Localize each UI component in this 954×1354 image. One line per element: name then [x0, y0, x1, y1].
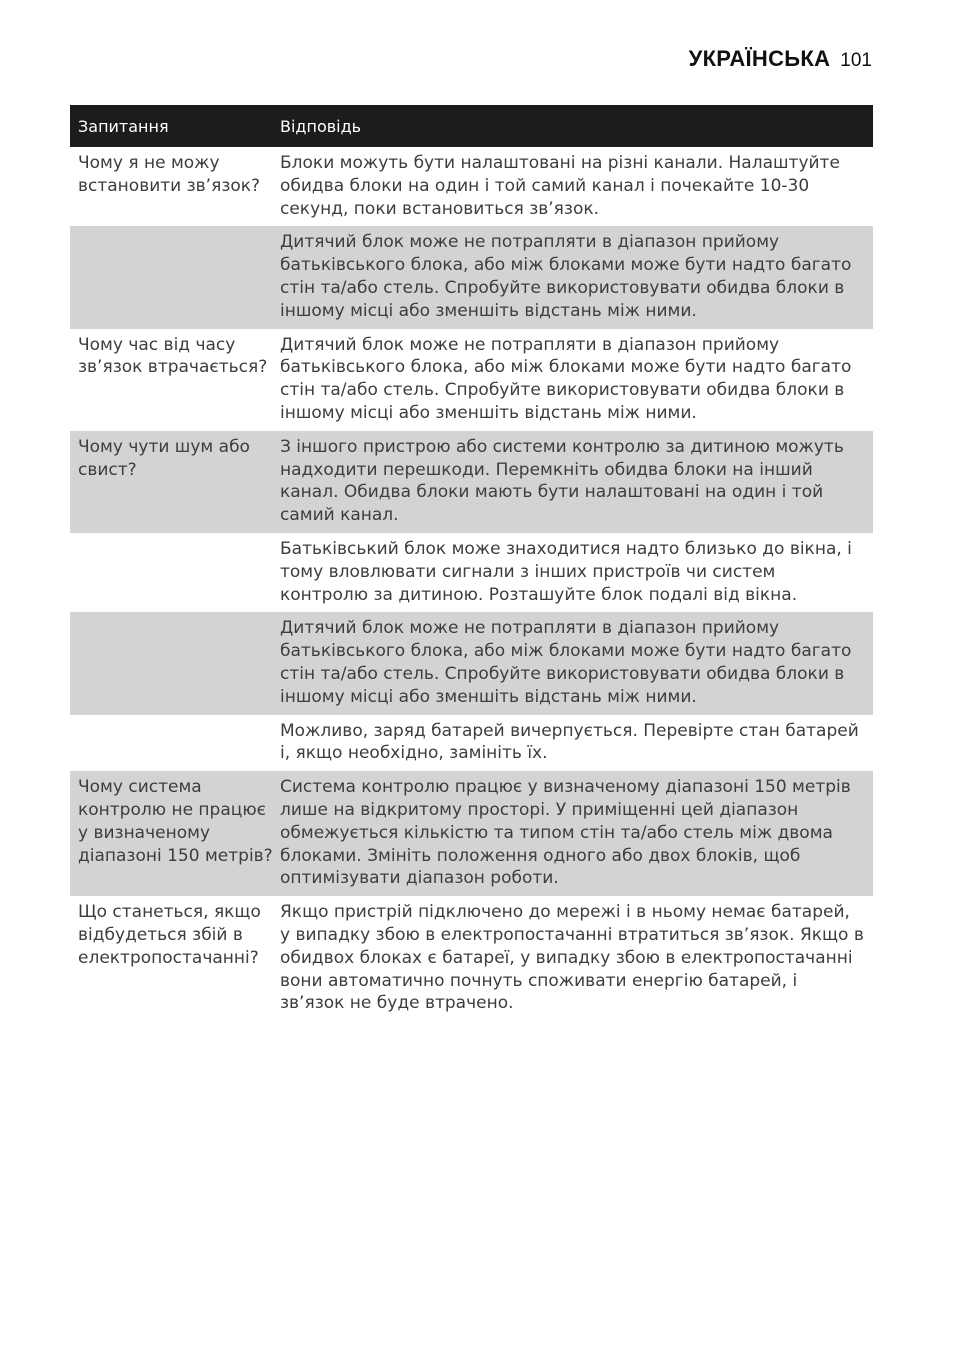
answer-cell: Якщо пристрій підключено до мережі і в ньому немає батарей, у випадку збою в електропостачанні втратиться зв’язок. Якщо в обидвох блоках є батареї, у випадку збою в електропостачанні вони автоматично почнуть споживати енергію батарей, і зв’язок не буде втрачено. [280, 902, 864, 1014]
answer-cell: Батьківський блок може знаходитися надто близько до вікна, і тому вловлювати сигнали з інших пристроїв чи систем контролю за дитиною. Розташуйте блок подалі від вікна. [280, 538, 852, 605]
table-row [70, 226, 873, 328]
table-row [70, 431, 873, 533]
table-row [70, 771, 873, 896]
table-row [70, 533, 873, 612]
language-title: УКРАЇНСЬКА [688, 46, 831, 71]
question-cell [70, 715, 280, 772]
page-header [689, 46, 872, 72]
answer-cell: Дитячий блок може не потрапляти в діапазон прийому батьківського блока, або між блоками може бути надто багато стін та/або стель. Спробуйте використовувати обидва блоки в іншому місці або зменшіть відстань між ними. [280, 334, 852, 423]
question-cell [70, 226, 280, 328]
answer-cell: Дитячий блок може не потрапляти в діапазон прийому батьківського блока, або між блоками може бути надто багато стін та/або стель. Спробуйте використовувати обидва блоки в іншому місці або зменшіть відстань між ними. [280, 618, 852, 707]
answer-cell: З іншого пристрою або системи контролю за дитиною можуть надходити перешкоди. Перемкніть обидва блоки на інший канал. Обидва блоки мають бути налаштовані на один і той самий канал. [280, 436, 844, 526]
question-cell: Що станеться, якщо відбудеться збій в електропостачанні? [78, 902, 261, 968]
table-row [70, 612, 873, 714]
table-row [70, 147, 873, 226]
question-cell [70, 612, 280, 714]
table-header [70, 105, 873, 147]
column-header-question: Запитання [78, 116, 169, 136]
question-cell: Чому я не можу встановити зв’язок? [78, 153, 261, 196]
table-row [70, 715, 873, 772]
table-row [70, 329, 873, 431]
question-cell: Чому час від часу зв’язок втрачається? [78, 334, 268, 378]
column-header-answer: Відповідь [280, 116, 362, 136]
page-number: 101 [840, 50, 872, 71]
table-row [70, 896, 873, 1021]
answer-cell: Блоки можуть бути налаштовані на різні канали. Налаштуйте обидва блоки на один і той самий канал і почекайте 10-30 секунд, поки встановиться зв’язок. [280, 153, 840, 219]
answer-cell: Можливо, заряд батарей вичерпується. Перевірте стан батарей і, якщо необхідно, замініть їх. [280, 720, 859, 764]
answer-cell: Система контролю працює у визначеному діапазоні 150 метрів лише на відкритому просторі. У приміщенні цей діапазон обмежується кількістю та типом стін та/або стель між двома блоками. Змініть положення одного або двох блоків, щоб оптимізувати діапазон роботи. [280, 777, 851, 889]
question-cell [70, 533, 280, 612]
faq-table [70, 105, 873, 1021]
question-cell: Чому чути шум або свист? [78, 436, 250, 480]
question-cell: Чому система контролю не працює у визначеному діапазоні 150 метрів? [78, 777, 273, 866]
answer-cell: Дитячий блок може не потрапляти в діапазон прийому батьківського блока, або між блоками може бути надто багато стін та/або стель. Спробуйте використовувати обидва блоки в іншому місці або зменшіть відстань між ними. [280, 232, 852, 321]
